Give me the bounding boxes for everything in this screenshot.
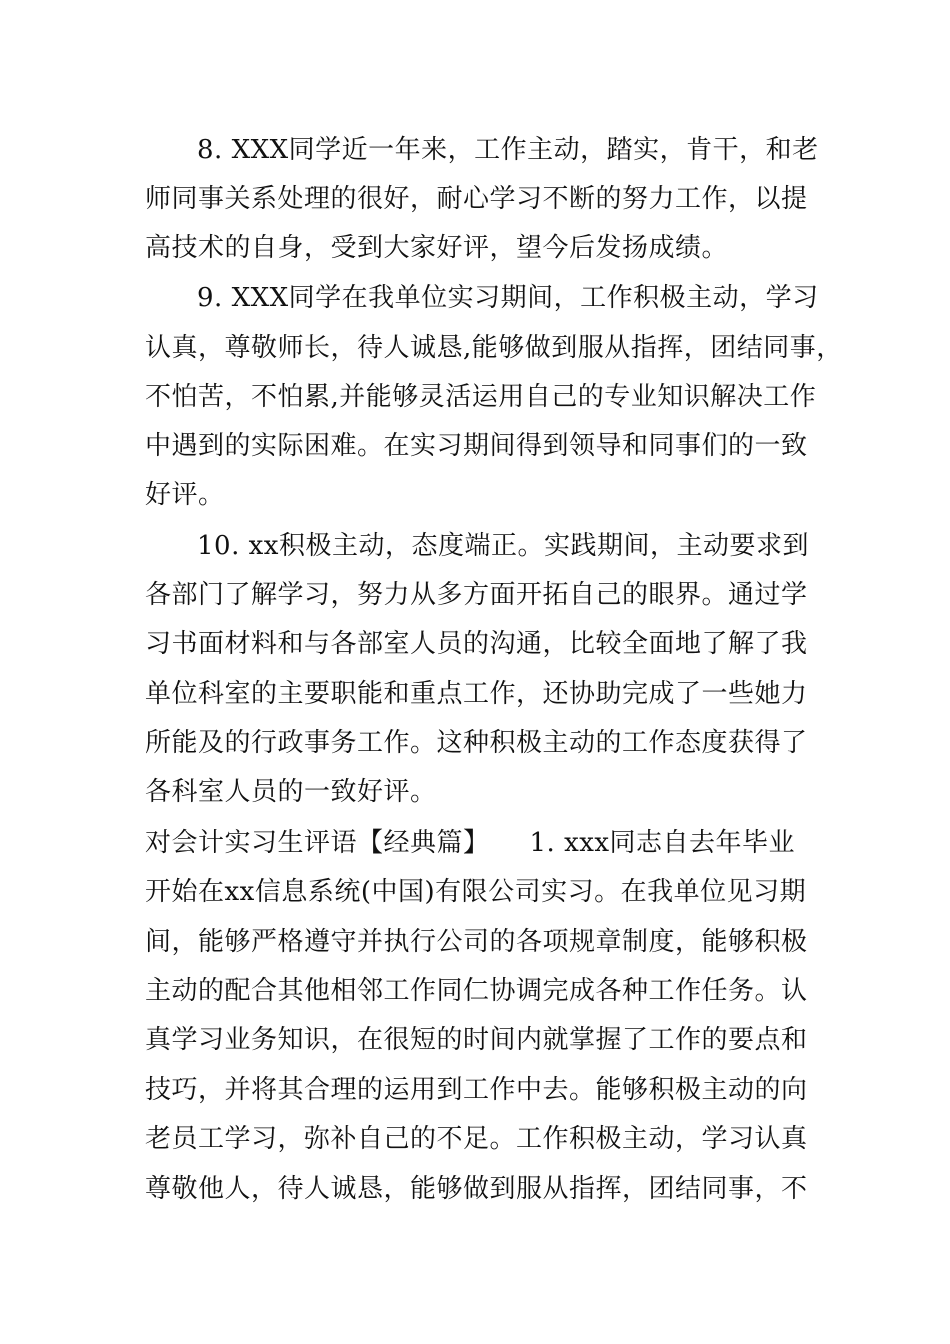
text-line: 师同事关系处理的很好，耐心学习不断的努力工作，以提 — [145, 184, 808, 214]
text-line: 尊敬他人，待人诚恳，能够做到服从指挥，团结同事，不 — [145, 1174, 808, 1204]
text-line: 各科室人员的一致好评。 — [145, 777, 437, 807]
text-line: 认真，尊敬师长，待人诚恳,能够做到服从指挥，团结同事， — [145, 333, 843, 363]
text-line: 所能及的行政事务工作。这种积极主动的工作态度获得了 — [145, 728, 808, 758]
text-line: 间，能够严格遵守并执行公司的各项规章制度，能够积极 — [145, 927, 808, 957]
text-line: 8. XXX同学近一年来，工作主动，踏实，肯干，和老 — [197, 135, 819, 165]
text-line: 技巧，并将其合理的运用到工作中去。能够积极主动的向 — [145, 1075, 808, 1105]
text-line: 高技术的自身，受到大家好评，望今后发扬成绩。 — [145, 233, 729, 263]
text-line: 开始在xx信息系统(中国)有限公司实习。在我单位见习期 — [145, 877, 807, 907]
text-line: 对会计实习生评语【经典篇】 1. xxx同志自去年毕业 — [145, 828, 796, 858]
text-line: 单位科室的主要职能和重点工作，还协助完成了一些她力 — [145, 679, 808, 709]
text-line: 主动的配合其他相邻工作同仁协调完成各种工作任务。认 — [145, 976, 808, 1006]
text-line: 各部门了解学习，努力从多方面开拓自己的眼界。通过学 — [145, 580, 808, 610]
text-line: 真学习业务知识，在很短的时间内就掌握了工作的要点和 — [145, 1025, 808, 1055]
text-line: 习书面材料和与各部室人员的沟通，比较全面地了解了我 — [145, 629, 808, 659]
text-line: 9. XXX同学在我单位实习期间，工作积极主动，学习 — [197, 283, 819, 313]
text-line: 好评。 — [145, 480, 225, 510]
text-line: 10. xx积极主动，态度端正。实践期间，主动要求到 — [197, 531, 809, 561]
text-line: 不怕苦，不怕累,并能够灵活运用自己的专业知识解决工作 — [145, 382, 817, 412]
text-line: 老员工学习，弥补自己的不足。工作积极主动，学习认真 — [145, 1124, 808, 1154]
text-line: 中遇到的实际困难。在实习期间得到领导和同事们的一致 — [145, 431, 808, 461]
